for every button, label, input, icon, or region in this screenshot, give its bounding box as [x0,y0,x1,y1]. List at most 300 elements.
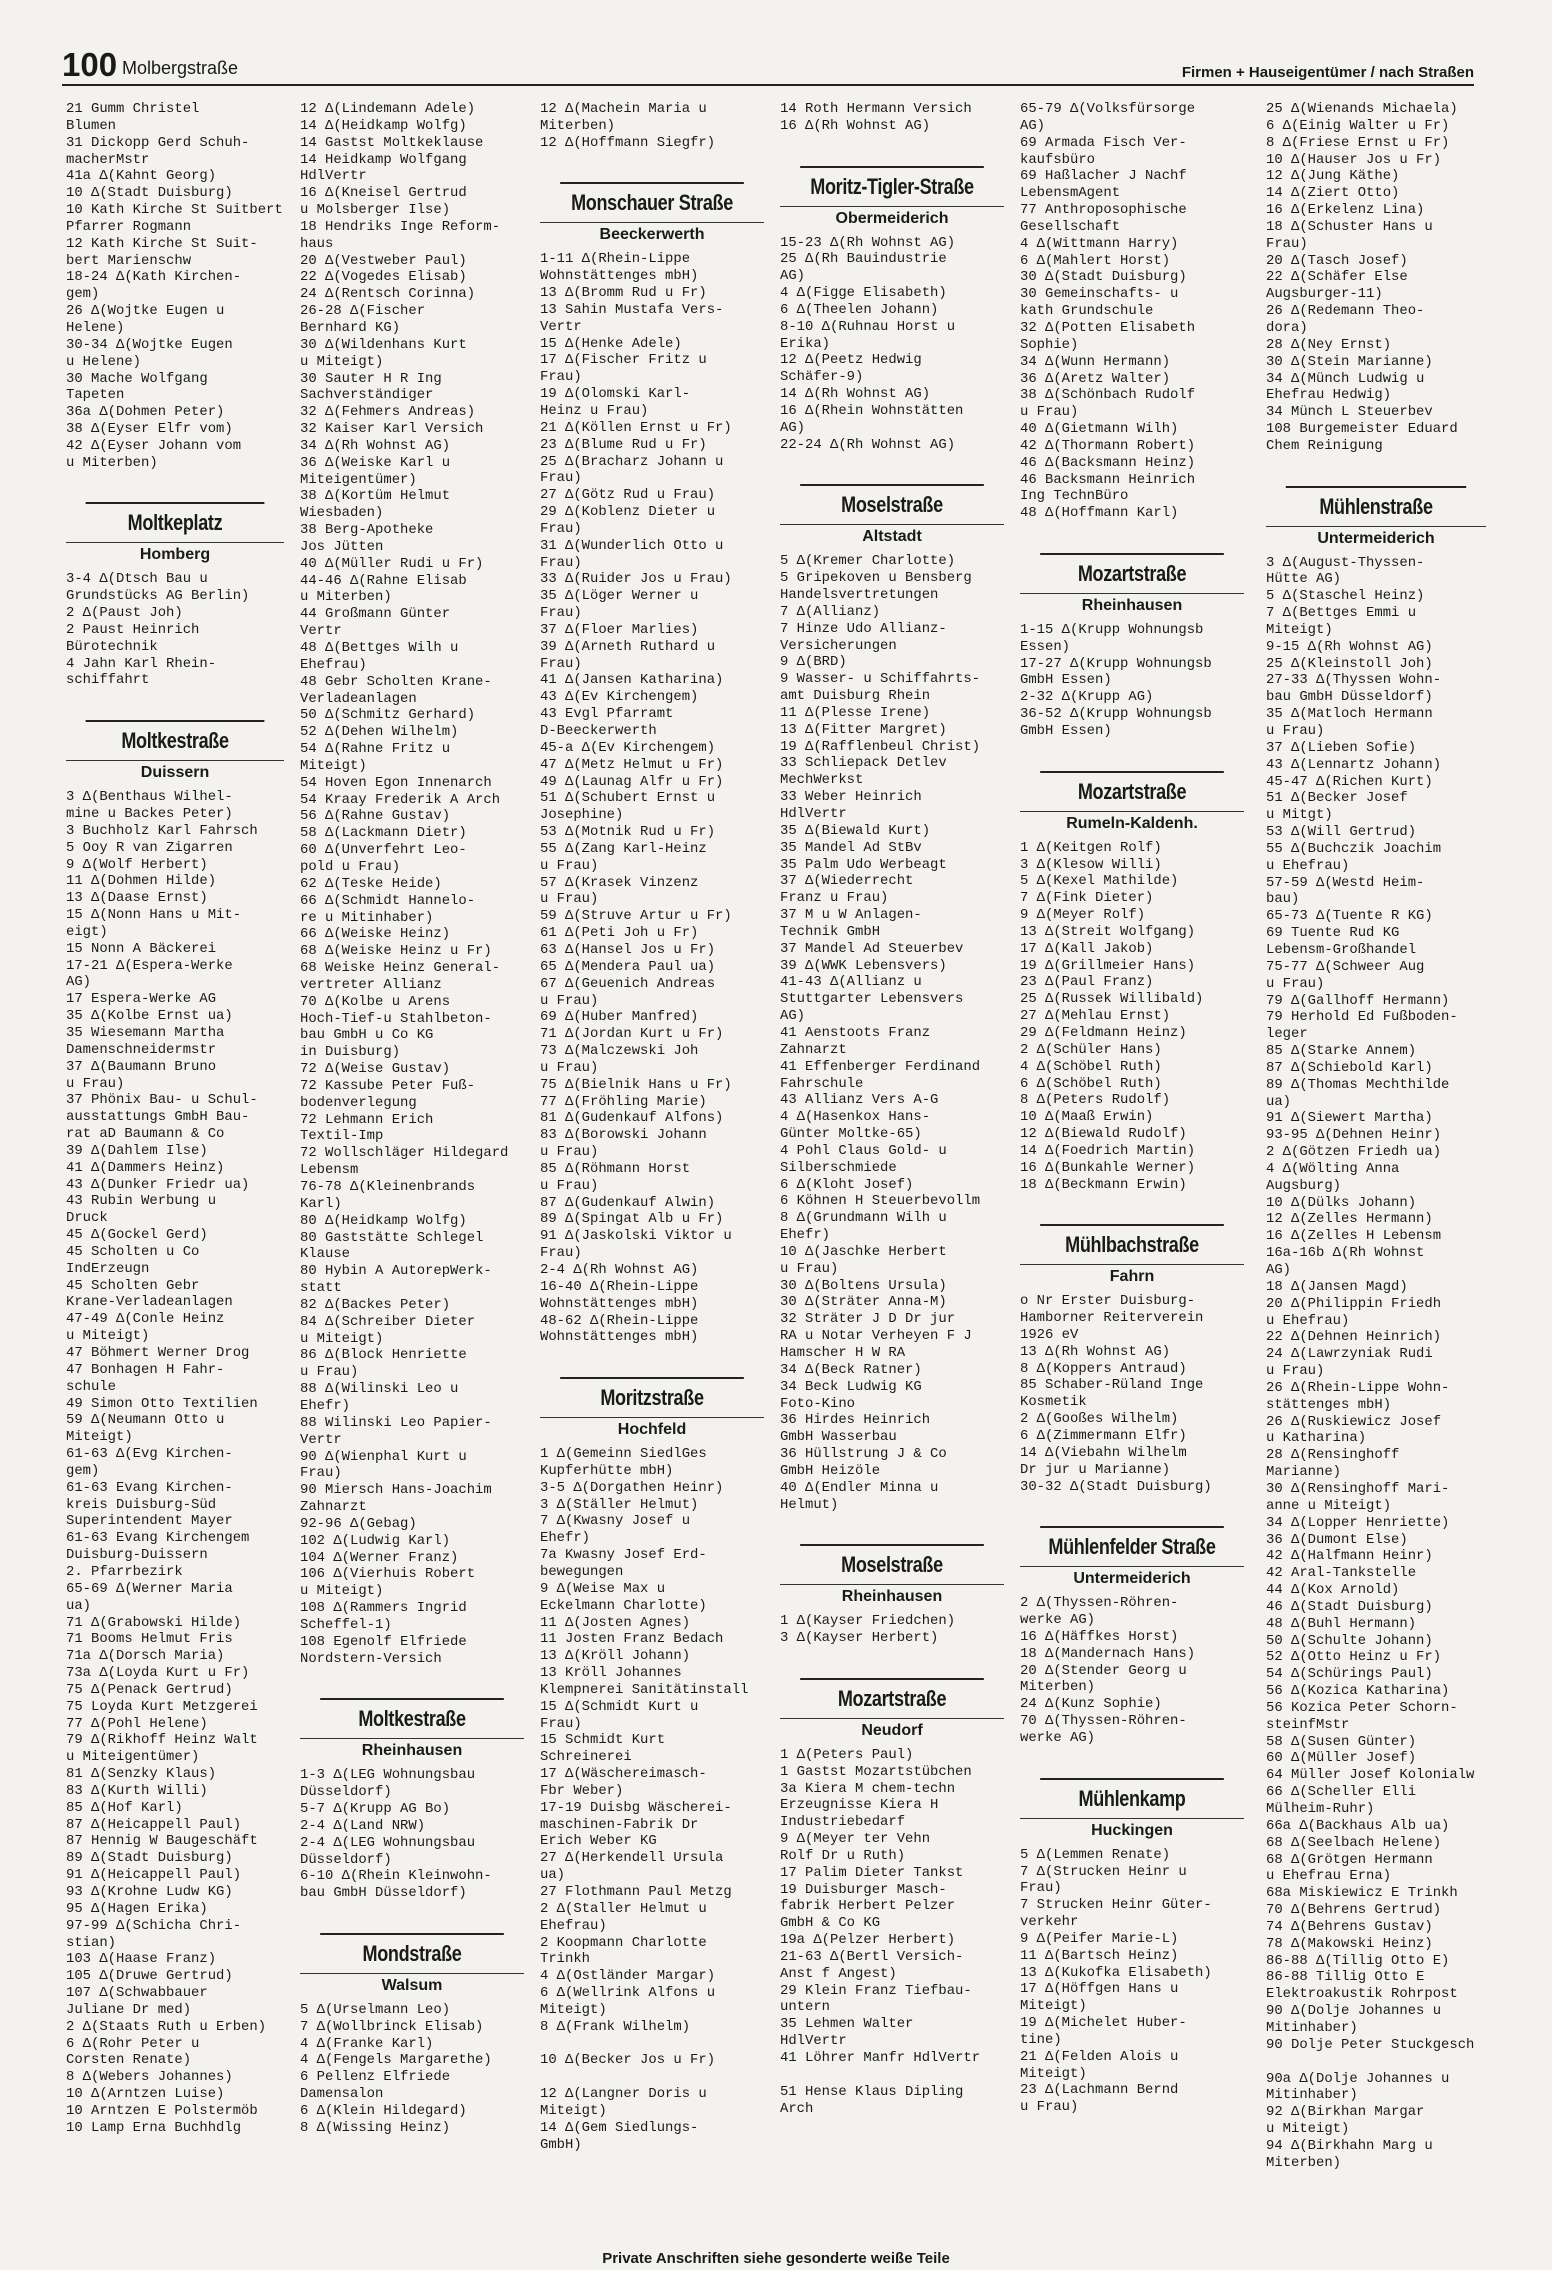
entry-line: 74 Δ(Behrens Gustav) [1266,1918,1433,1935]
entry-line: Hütte AG) [1266,571,1342,588]
entry-line: 71 Δ(Grabowski Hilde) [66,1614,242,1631]
entry-line: 4 Jahn Karl Rhein- [66,655,217,672]
entry-line: 20 Δ(Stender Georg u [1020,1662,1187,1679]
page-number: 100 [62,46,118,83]
entry-line: u Miterben) [300,589,392,606]
entry-line: 25 Δ(Bracharz Johann u [540,453,724,470]
entry-line: 35 Δ(Matloch Hermann [1266,706,1433,723]
entry-line: dora) [1266,319,1308,336]
entry-line: 72 Δ(Weise Gustav) [300,1061,451,1078]
entry-line: 65-69 Δ(Werner Maria [66,1580,233,1597]
entry-line: 5 Ooy R van Zigarren [66,839,233,856]
district-heading: Rheinhausen [1020,593,1244,618]
page-header [62,46,1474,86]
entry-line: 45 Scholten u Co [66,1243,200,1260]
entry-line: u Frau) [1020,2099,1079,2116]
entry-line: 16 Δ(Rh Wohnst AG) [780,117,931,134]
entry-line: 45-a Δ(Ev Kirchengem) [540,739,716,756]
entry-line: 23 Δ(Blume Rud u Fr) [540,436,707,453]
entry-line: 58 Δ(Susen Günter) [1266,1733,1417,1750]
entry-line: 16 Δ(Erkelenz Lina) [1266,202,1425,219]
entry-line: bau) [1266,891,1300,908]
entry-line: 16a-16b Δ(Rh Wohnst [1266,1245,1425,1262]
entry-line: bau GmbH Düsseldorf) [300,1885,467,1902]
entry-line: 54 Δ(Rahne Fritz u [300,741,451,758]
entry-line: 10 Δ(Jaschke Herbert [780,1243,947,1260]
entry-line: 34 Δ(Lopper Henriette) [1266,1514,1450,1531]
entry-line: 19 Δ(Michelet Huber- [1020,2015,1187,2032]
entry-line: 42 Δ(Halfmann Heinr) [1266,1548,1433,1565]
entry-line: 39 Δ(Arneth Ruthard u [540,638,716,655]
entry-line: 47 Δ(Metz Helmut u Fr) [540,756,724,773]
entry-line: Juliane Dr med) [66,2001,192,2018]
entry-line: Mitinhaber) [1266,2087,1358,2104]
entry-line: 3 Δ(Benthaus Wilhel- [66,789,233,806]
entry-line: haus [300,235,334,252]
entry-line: u Frau) [540,1177,599,1194]
entry-line: 6 Δ(Klein Hildegard) [300,2102,467,2119]
entry-line: 39 Δ(Dahlem Ilse) [66,1142,208,1159]
entry-line: 21-63 Δ(Bertl Versich- [780,1948,964,1965]
entry-line: verkehr [1020,1914,1079,1931]
entry-line: ua) [66,1597,92,1614]
entry-line: 2 Δ(Gooßes Wilhelm) [1020,1411,1179,1428]
entry-line: Damenschneidermstr [66,1041,217,1058]
district-heading: Untermeiderich [1020,1566,1244,1591]
entry-line: Vertr [300,1431,342,1448]
entry-line: 61 Δ(Peti Joh u Fr) [540,925,699,942]
entry-line: Ing TechnBüro [1020,488,1129,505]
entry-line: Erzeugnisse Kiera H [780,1797,939,1814]
entry-line: 35 Mandel Ad StBv [780,839,922,856]
entry-line: Damensalon [300,2086,384,2103]
entry-line: 30 Δ(Stein Marianne) [1266,353,1433,370]
entry-line: 5 Δ(Kremer Charlotte) [780,553,956,570]
entry-line: schule [66,1378,117,1395]
entry-line: 4 Δ(Wölting Anna [1266,1160,1400,1177]
entry-line: 65-73 Δ(Tuente R KG) [1266,908,1433,925]
entry-line [540,2036,776,2053]
entry-line: Kosmetik [1020,1394,1087,1411]
entry-line: 71 Booms Helmut Fris [66,1631,233,1648]
entry-line: 42 Δ(Thormann Robert) [1020,437,1196,454]
entry-line: 43 Δ(Lennartz Johann) [1266,756,1442,773]
entry-line: 18 Δ(Mandernach Hans) [1020,1645,1196,1662]
entry-line: AG) [780,1008,806,1025]
entry-line [780,1513,1016,1530]
entry-line: Ehefr) [540,1530,591,1547]
entry-line: 4 Δ(Fengels Margarethe) [300,2052,492,2069]
entry-line: Ehefr) [300,1397,351,1414]
entry-line: 14 Δ(Heidkamp Wolfg) [300,117,467,134]
entry-line: kaufsbüro [1020,151,1096,168]
entry-line: maschinen-Fabrik Dr [540,1816,699,1833]
entry-line: u Frau) [300,1364,359,1381]
entry-line: 2 Koopmann Charlotte [540,1934,707,1951]
entry-line [1020,522,1256,539]
entry-line: 13 Δ(Fitter Margret) [780,721,947,738]
entry-line [780,1647,1016,1664]
column-2 [300,101,536,2266]
entry-line: 95 Δ(Hagen Erika) [66,1900,208,1917]
entry-line: Dr jur u Marianne) [1020,1461,1171,1478]
entry-line: 41 Aenstoots Franz [780,1024,931,1041]
entry-line: 8 Δ(Wissing Heinz) [300,2119,451,2136]
entry-line: 69 Armada Fisch Ver- [1020,134,1187,151]
entry-line: 1 Δ(Gemeinn SiedlGes [540,1446,707,1463]
entry-line: Vertr [300,623,342,640]
entry-line: 16 Δ(Bunkahle Werner) [1020,1159,1196,1176]
entry-line: 33 Δ(Ruider Jos u Frau) [540,571,732,588]
entry-line: 17 Δ(Kall Jakob) [1020,940,1154,957]
entry-line: 2-4 Δ(Land NRW) [300,1817,426,1834]
entry-line: 66a Δ(Backhaus Alb ua) [1266,1817,1450,1834]
entry-line [1020,740,1256,757]
entry-line: Elektroakustik Rohrpost [1266,1986,1458,2003]
entry-line: 10 Δ(Becker Jos u Fr) [540,2052,716,2069]
entry-line: 17-27 Δ(Krupp Wohnungsb [1020,655,1212,672]
entry-line: Superintendent Mayer [66,1513,233,1530]
entry-line: 87 Δ(Gudenkauf Alwin) [540,1194,716,1211]
entry-line: 36-52 Δ(Krupp Wohnungsb [1020,706,1212,723]
entry-line: Verladeanlagen [300,690,417,707]
entry-line: 83 Δ(Kurth Willi) [66,1782,208,1799]
entry-line: 54 Kraay Frederik A Arch [300,791,501,808]
entry-line: 48-62 Δ(Rhein-Lippe [540,1312,699,1329]
district-heading: Altstadt [780,524,1004,549]
entry-line: 1 Δ(Kayser Friedchen) [780,1613,956,1630]
entry-line: 69 Δ(Huber Manfred) [540,1009,699,1026]
entry-line: 91 Δ(Heicappell Paul) [66,1867,242,1884]
entry-line [300,1667,536,1684]
entry-line: 18 Hendriks Inge Reform- [300,218,501,235]
entry-line: Lebensm [300,1162,359,1179]
entry-line: 93-95 Δ(Dehnen Heinr) [1266,1127,1442,1144]
entry-line: 75 Δ(Penack Gertrud) [66,1681,233,1698]
entry-line: 71 Δ(Jordan Kurt u Fr) [540,1026,724,1043]
entry-line: 7 Δ(Bettges Emmi u [1266,605,1417,622]
entry-line: 67 Δ(Geuenich Andreas [540,975,716,992]
district-heading: Walsum [300,1973,524,1998]
entry-line: 7 Hinze Udo Allianz- [780,620,947,637]
entry-line: 34 Δ(Wunn Hermann) [1020,353,1171,370]
entry-line: Miteigt) [1020,1998,1087,2015]
entry-line: 60 Δ(Unverfehrt Leo- [300,842,467,859]
entry-line: 10 Kath Kirche St Suitbert [66,202,283,219]
column-1 [66,101,296,2266]
entry-line: 14 Δ(Ziert Otto) [1266,185,1400,202]
entry-line [780,135,1016,152]
entry-line: 37 Δ(Baumann Bruno [66,1058,217,1075]
entry-line: 66 Δ(Schmidt Hannelo- [300,892,476,909]
entry-line: AG) [780,268,806,285]
entry-line: Klempnerei Sanitätinstall [540,1681,749,1698]
entry-line: bau GmbH u Co KG [300,1027,434,1044]
entry-line: 19 Δ(Rafflenbeul Christ) [780,738,981,755]
entry-line: 35 Wiesemann Martha [66,1024,225,1041]
entry-line: 27-33 Δ(Thyssen Wohn- [1266,672,1442,689]
entry-line: Industriebedarf [780,1814,906,1831]
entry-line: u Frau) [540,992,599,1009]
entry-line: 5 Δ(Kexel Mathilde) [1020,873,1179,890]
entry-line: IndErzeugn [66,1260,150,1277]
entry-line: Mitinhaber) [1266,2019,1358,2036]
entry-line: 23 Δ(Lachmann Bernd [1020,2082,1179,2099]
entry-line: Mülheim-Ruhr) [1266,1801,1375,1817]
entry-line: 14 Gastst Moltkeklause [300,134,484,151]
entry-line: 86 Δ(Block Henriette [300,1347,467,1364]
entry-line: 49 Δ(Launag Alfr u Fr) [540,773,724,790]
entry-line: 19 Δ(Olomski Karl- [540,386,691,403]
entry-line: 41-43 Δ(Allianz u [780,974,922,991]
entry-line: 14 Δ(Gem Siedlungs- [540,2119,699,2136]
entry-line: 27 Flothmann Paul Metzg [540,1884,732,1900]
street-heading: Moselstraße [800,484,984,524]
entry-line: 56 Δ(Kozica Katharina) [1266,1683,1450,1700]
entry-line: Frau) [540,605,582,622]
entry-line: GmbH & Co KG [780,1915,881,1932]
entry-line: 29 Δ(Koblenz Dieter u [540,504,716,521]
street-heading: Mondstraße [320,1933,504,1973]
entry-line: gem) [66,1462,100,1479]
entry-line: 66 Δ(Weiske Heinz) [300,926,451,943]
entry-line: 50 Δ(Schmitz Gerhard) [300,707,476,724]
entry-line: 15 Δ(Henke Adele) [540,335,682,352]
entry-line: GmbH Wasserbau [780,1429,897,1446]
entry-line: HdlVertr [780,2033,847,2050]
entry-line: 9 Δ(Wolf Herbert) [66,856,208,873]
entry-line: 3 Δ(Kayser Herbert) [780,1630,939,1647]
entry-line: 75 Loyda Kurt Metzgerei [66,1698,258,1715]
entry-line: 37 Δ(Floer Marlies) [540,621,699,638]
entry-line: 8 Δ(Webers Johannes) [66,2069,233,2086]
entry-line: 17-21 Δ(Espera-Werke [66,957,233,974]
entry-line: 75 Δ(Bielnik Hans u Fr) [540,1076,732,1093]
entry-line: gem) [66,286,100,303]
street-heading: Mühlenfelder Straße [1040,1526,1224,1566]
entry-line: 43 Allianz Vers A-G [780,1092,939,1109]
entry-line: 40 Δ(Gietmann Wilh) [1020,421,1179,438]
entry-line: Hamscher H W RA [780,1345,906,1361]
entry-line: 90 Δ(Dolje Johannes u [1266,2003,1442,2020]
entry-line: 68 Weiske Heinz General- [300,960,501,977]
entry-line: Frau) [540,1715,582,1732]
entry-line: 32 Sträter J D Dr jur [780,1311,956,1328]
entry-line: 55 Δ(Zang Karl-Heinz [540,840,707,857]
entry-line: u Mitgt) [1266,807,1333,824]
entry-line: 30 Δ(Wildenhans Kurt [300,336,467,353]
entry-line: Jos Jütten [300,538,384,555]
entry-line: GmbH Heizöle [780,1462,881,1479]
entry-line: steinfMstr [1266,1716,1350,1733]
entry-line: 68a Miskiewicz E Trinkh [1266,1885,1458,1902]
entry-line: 2. Pfarrbezirk [66,1563,183,1580]
entry-line: 16 Δ(Zelles H Lebensm [1266,1228,1442,1245]
entry-line: 2 Δ(Thyssen-Röhren- [1020,1595,1179,1612]
entry-line: 38 Δ(Kortüm Helmut [300,488,451,505]
entry-line: 12 Δ(Jung Käthe) [1266,168,1400,185]
entry-line: 108 Egenolf Elfriede [300,1633,467,1650]
entry-line: 34 Beck Ludwig KG [780,1378,922,1395]
entry-line: 73a Δ(Loyda Kurt u Fr) [66,1665,250,1682]
entry-line: Ehefrau Hedwig) [1266,387,1392,404]
column-4 [780,101,1016,2266]
entry-line: Miteigt) [300,757,367,774]
entry-line: GmbH Essen) [1020,723,1112,739]
entry-line: 41 Δ(Dammers Heinz) [66,1159,225,1176]
entry-line: 4 Δ(Wittmann Harry) [1020,235,1179,252]
entry-line: 77 Anthroposophische [1020,202,1187,219]
entry-line: 9 Δ(Weise Max u [540,1580,666,1597]
entry-line: 57-59 Δ(Westd Heim- [1266,874,1425,891]
entry-line: 25 Δ(Russek Willibald) [1020,991,1204,1008]
entry-line: 9-15 Δ(Rh Wohnst AG) [1266,638,1433,655]
entry-line: Schreinerei [540,1749,632,1766]
entry-line: 23 Δ(Paul Franz) [1020,974,1154,991]
entry-line: 85 Δ(Starke Annem) [1266,1043,1417,1060]
entry-line: 24 Δ(Rentsch Corinna) [300,286,476,303]
district-heading: Rumeln-Kaldenh. [1020,811,1244,836]
entry-line: 92 Δ(Birkhan Margar [1266,2104,1425,2121]
entry-line: 103 Δ(Haase Franz) [66,1951,217,1968]
entry-line: 24 Δ(Kunz Sophie) [1020,1696,1162,1713]
entry-line: Fahrschule [780,1075,864,1092]
entry-line [1020,1747,1256,1764]
entry-line: 85 Schaber-Rüland Inge [1020,1377,1204,1394]
entry-line: 13 Δ(Kukofka Elisabeth) [1020,1964,1212,1981]
entry-line: 21 Δ(Köllen Ernst u Fr) [540,419,732,436]
entry-line: 12 Δ(Zelles Hermann) [1266,1211,1433,1228]
entry-line: 35 Δ(Löger Werner u [540,588,699,605]
entry-line: 14 Roth Hermann Versich [780,101,972,117]
entry-line: u Frau) [540,857,599,874]
entry-line: 6 Köhnen H Steuerbevollm [780,1193,981,1210]
entry-line: 7 Strucken Heinr Güter- [1020,1897,1212,1914]
entry-line: 1-3 Δ(LEG Wohnungsbau [300,1767,476,1784]
entry-line: Hamborner Reiterverein [1020,1310,1204,1327]
entry-line: 12 Δ(Langner Doris u [540,2086,707,2103]
entry-line: mine u Backes Peter) [66,806,233,822]
entry-line [780,2067,1016,2084]
entry-line: werke AG) [1020,1612,1096,1629]
entry-line: Düsseldorf) [300,1851,392,1868]
entry-line: u Frau) [540,1059,599,1076]
entry-line: Frau) [300,1465,342,1482]
entry-line: 79 Δ(Gallhoff Hermann) [1266,992,1450,1009]
entry-line: 35 Δ(Biewald Kurt) [780,822,931,839]
street-heading: Moselstraße [800,1544,984,1584]
entry-line: stian) [66,1934,117,1951]
entry-line: 16 Δ(Häffkes Horst) [1020,1628,1179,1645]
entry-line: 9 Wasser- u Schiffahrts- [780,671,981,688]
entry-line: 1-15 Δ(Krupp Wohnungsb [1020,621,1204,638]
entry-line: HdlVertr [780,806,847,822]
entry-line: 11 Josten Franz Bedach [540,1631,724,1648]
entry-line: Miteigt) [540,2102,607,2119]
entry-line: 39 Δ(WWK Lebensvers) [780,957,947,974]
entry-line: 6 Pellenz Elfriede [300,2069,451,2086]
entry-line: Ehefr) [780,1227,831,1244]
entry-line: 91 Δ(Jaskolski Viktor u [540,1228,732,1245]
entry-line: bau GmbH Düsseldorf) [1266,689,1433,706]
entry-line: bodenverlegung [300,1094,417,1111]
entry-line: Lebensm-Großhandel [1266,941,1417,958]
entry-line: u Ehefrau) [1266,857,1350,874]
entry-line: Erich Weber KG [540,1833,657,1850]
entry-line: 18 Δ(Jansen Magd) [1266,1278,1408,1295]
entry-line: 10 Δ(Hauser Jos u Fr) [1266,151,1442,168]
entry-line: Miterben) [540,117,616,134]
entry-line: 86-88 Tillig Otto E [1266,1969,1425,1986]
entry-line: 13 Δ(Kröll Johann) [540,1648,691,1665]
entry-line: 21 Gumm Christel [66,101,200,117]
entry-line: u Miteigt) [66,1328,150,1345]
entry-line: u Miteigt) [300,1330,384,1347]
entry-line: 41 Effenberger Ferdinand [780,1058,981,1075]
entry-line: 32 Δ(Fehmers Andreas) [300,404,476,421]
entry-line [540,1346,776,1363]
entry-line: 25 Δ(Rh Bauindustrie [780,251,947,268]
entry-line: 53 Δ(Will Gertrud) [1266,824,1417,841]
entry-line: 13 Δ(Streit Wolfgang) [1020,923,1196,940]
entry-line: 5 Δ(Urselmann Leo) [300,2001,451,2018]
entry-line: werke AG) [1020,1729,1096,1746]
entry-line: 3-5 Δ(Dorgathen Heinr) [540,1479,724,1496]
entry-line: Vertr [540,318,582,335]
entry-line: u Frau) [780,1260,839,1277]
entry-line: 89 Δ(Thomas Mechthilde [1266,1076,1450,1093]
entry-line: 30 Sauter H R Ing [300,370,442,387]
entry-line: 48 Δ(Bettges Wilh u [300,640,459,656]
entry-line: 2-4 Δ(LEG Wohnungsbau [300,1834,476,1851]
entry-line: 63 Δ(Hansel Jos u Fr) [540,941,716,958]
entry-line: 1-11 Δ(Rhein-Lippe [540,251,691,268]
entry-line: 30 Δ(Sträter Anna-M) [780,1294,947,1311]
entry-line: 69 Haßlacher J Nachf [1020,168,1187,185]
entry-line: 85 Δ(Röhmann Horst [540,1160,691,1177]
entry-line: Miterben) [1020,1679,1096,1696]
entry-line: 7a Kwasny Josef Erd- [540,1547,707,1564]
entry-line: 17 Δ(Fischer Fritz u [540,352,707,369]
entry-line [540,2069,776,2086]
entry-line: 1 Δ(Keitgen Rolf) [1020,839,1162,856]
entry-line: 69 Tuente Rud KG [1266,925,1400,942]
entry-line: 83 Δ(Borowski Johann [540,1127,707,1144]
entry-line: 43 Rubin Werbung u [66,1193,217,1210]
entry-line: 25 Δ(Wienands Michaela) [1266,101,1458,117]
entry-line: 10 Δ(Dülks Johann) [1266,1194,1417,1211]
entry-line: 5-7 Δ(Krupp AG Bo) [300,1801,451,1817]
entry-line: Foto-Kino [780,1395,856,1412]
entry-line: Helmut) [780,1496,839,1513]
entry-line: 26 Δ(Rhein-Lippe Wohn- [1266,1379,1450,1396]
entry-line: Düsseldorf) [300,1784,392,1801]
entry-line: 6 Δ(Kloht Josef) [780,1176,914,1193]
entry-line: Miteigt) [1020,2065,1087,2082]
entry-line: 11 Δ(Plesse Irene) [780,704,931,721]
entry-line: 13 Sahin Mustafa Vers- [540,301,724,318]
entry-line: 107 Δ(Schwabbauer [66,1985,208,2002]
entry-line: Fbr Weber) [540,1782,624,1799]
street-heading: Moltkeplatz [86,502,265,542]
entry-line: u Frau) [1266,723,1325,739]
entry-line: u Miteigentümer) [66,1749,200,1766]
entry-line: 29 Δ(Feldmann Heinz) [1020,1024,1187,1041]
entry-line: 17 Δ(Wäschereimasch- [540,1766,707,1783]
entry-line: u Miterben) [66,454,158,471]
column-5 [1020,101,1256,2266]
entry-line: 78 Δ(Makowski Heinz) [1266,1935,1433,1952]
